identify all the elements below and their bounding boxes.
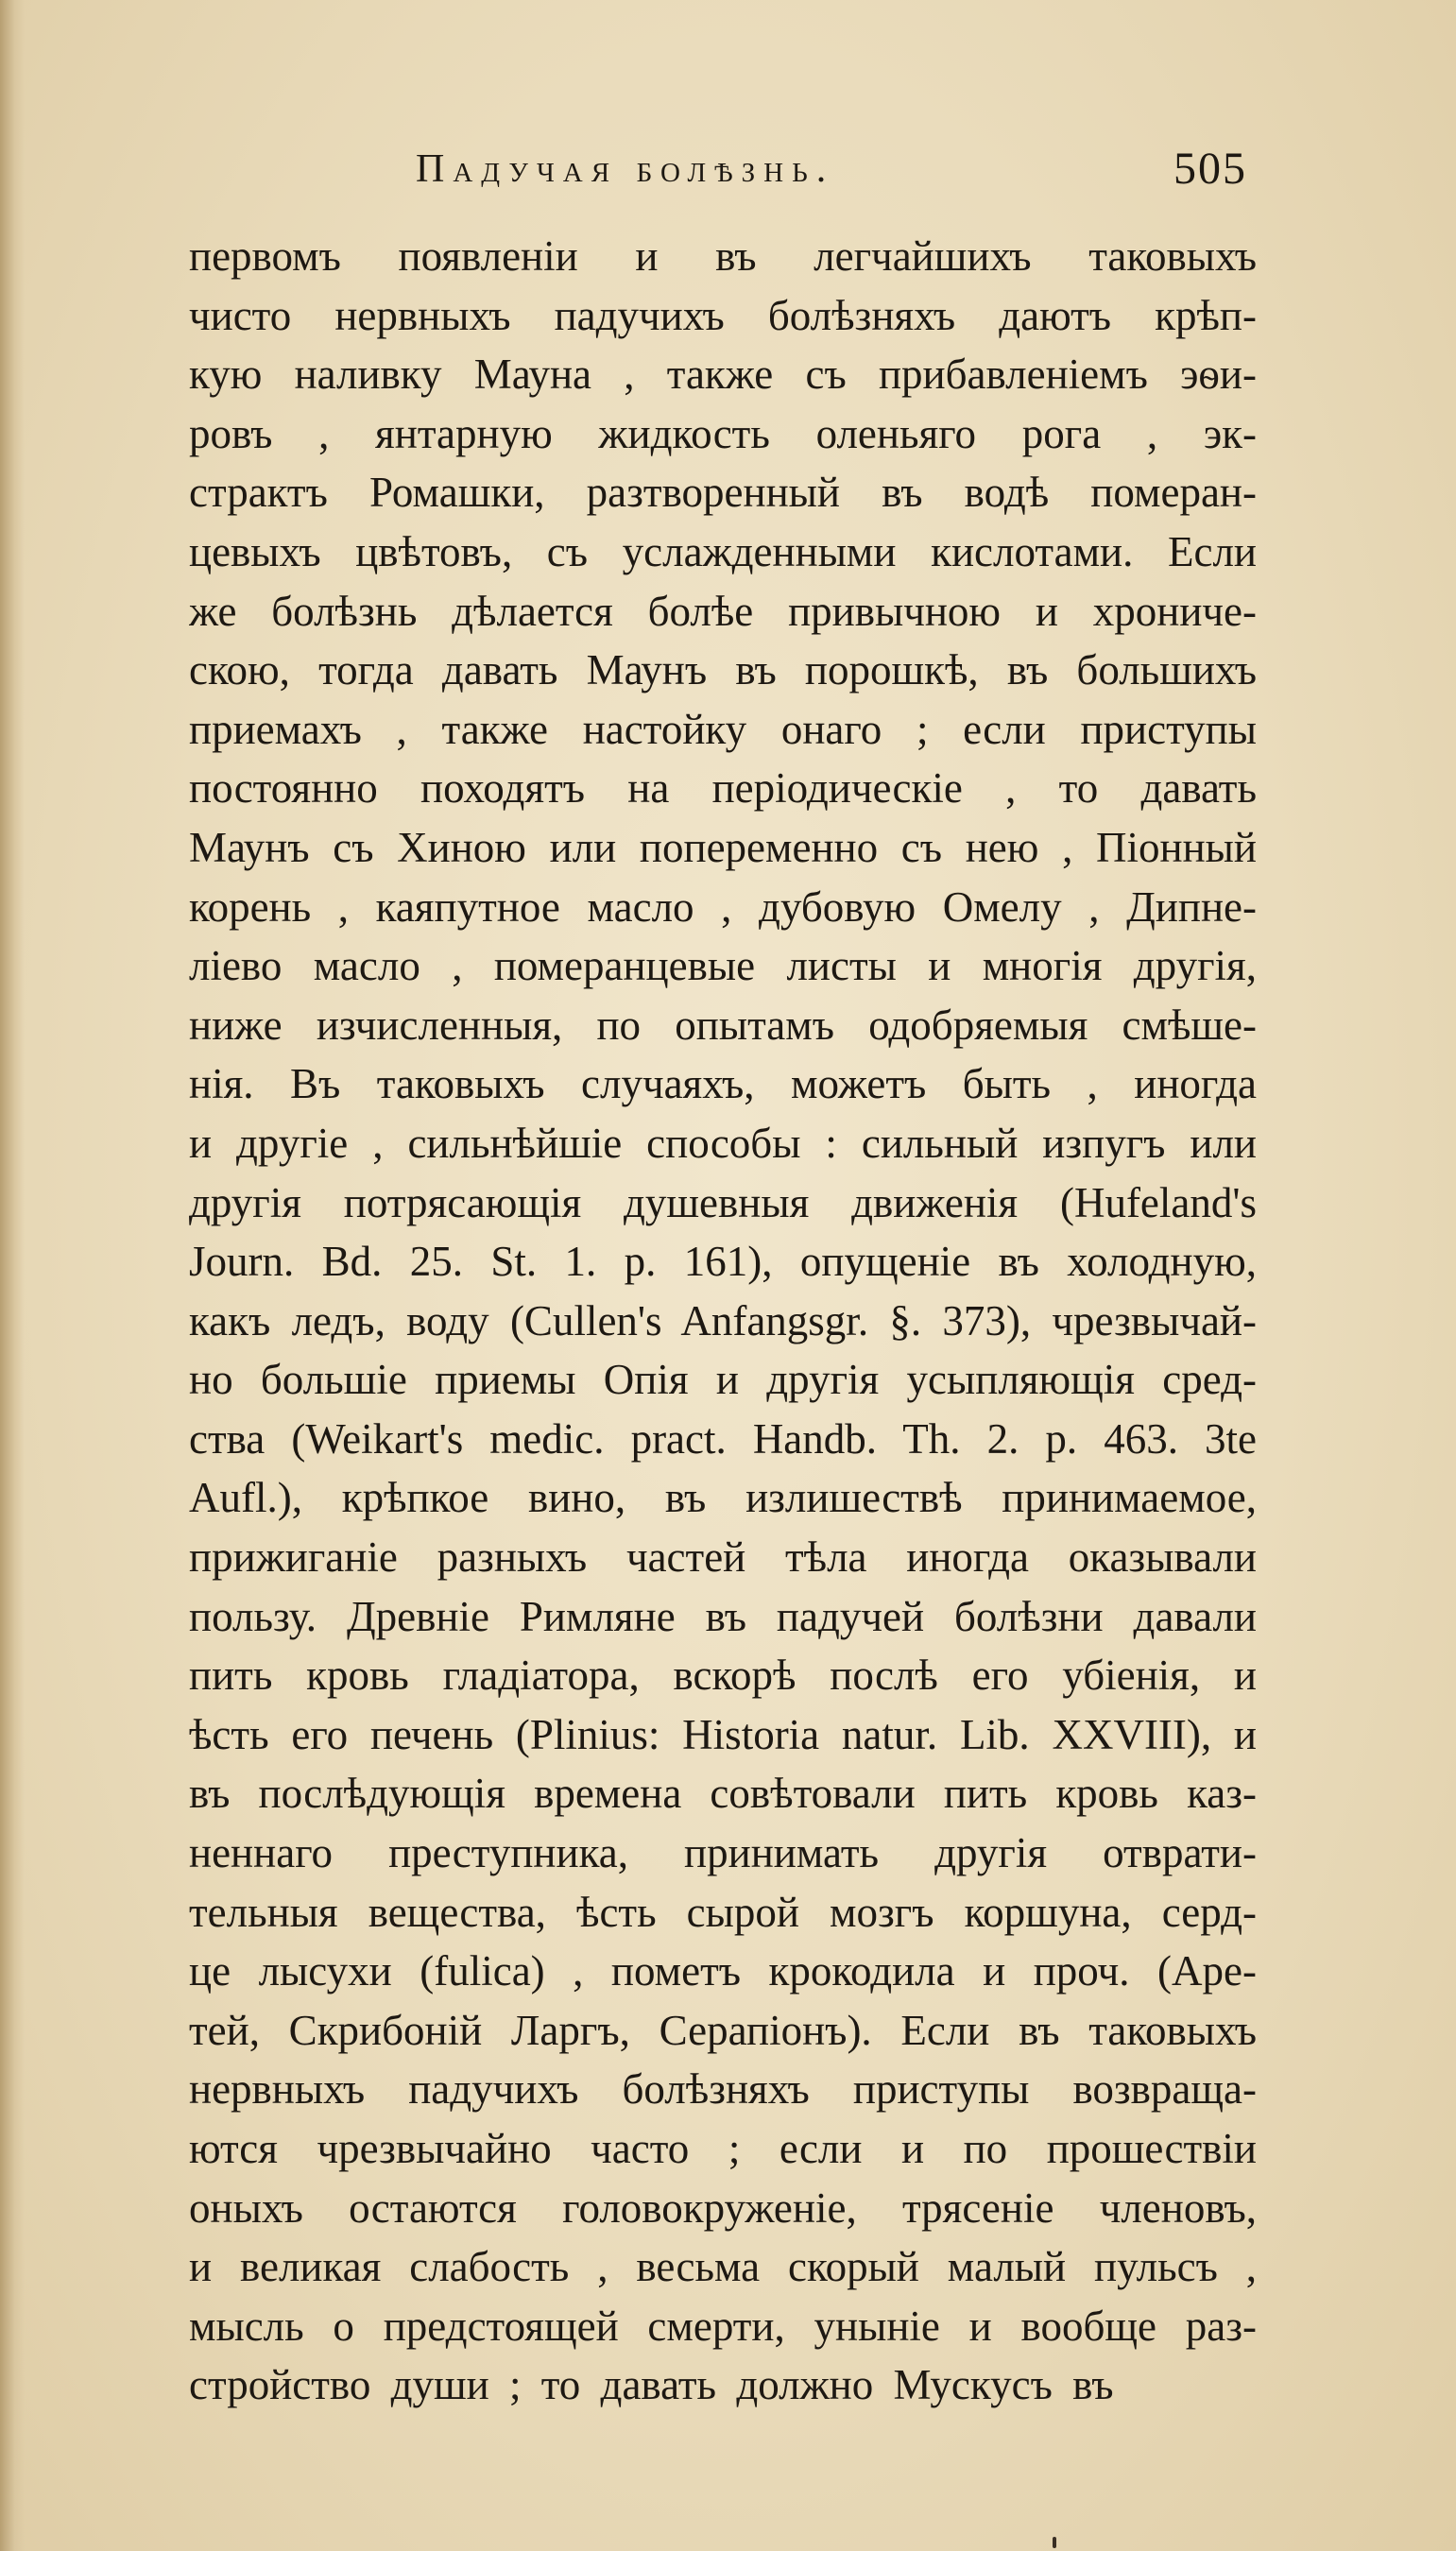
text-line: ѣсть его печень (Plinius: Historia natur. Lib. XXVIII), и [189, 1710, 1257, 1758]
text-line: Aufl.), крѣпкое вино, въ излишествѣ принимаемое, [189, 1474, 1257, 1522]
text-line: це лысухи (fulica) , пометъ крокодила и проч. (Аре- [189, 1947, 1257, 1995]
text-line: тей, Скрибоній Ларгъ, Серапіонъ). Если въ таковыхъ [189, 2006, 1257, 2054]
text-line: страктъ Ромашки, разтворенный въ водѣ померан- [189, 469, 1257, 517]
text-line: но большіе приемы Опія и другія усыпляющія сред- [189, 1356, 1257, 1404]
text-line: нервныхъ падучихъ болѣзняхъ приступы возвраща- [189, 2065, 1257, 2114]
text-line: въ послѣдующія времена совѣтовали пить кровь каз- [189, 1770, 1257, 1818]
text-line: Journ. Bd. 25. St. 1. p. 161), опущеніе въ холодную, [189, 1238, 1257, 1286]
body-text [189, 227, 1257, 2415]
text-line: кую наливку Мауна , также съ прибавленіемъ эѳи- [189, 351, 1257, 399]
text-line: цевыхъ цвѣтовъ, съ услажденными кислотами. Если [189, 527, 1257, 575]
text-line: мысль о предстоящей смерти, уныніе и вообще раз- [189, 2302, 1257, 2350]
print-mark [1053, 2537, 1056, 2548]
text-line: неннаго преступника, принимать другія отврати- [189, 1829, 1257, 1877]
text-line: ниже изчисленныя, по опытамъ одобряемыя смѣше- [189, 1001, 1257, 1049]
page-number: 505 [1173, 144, 1247, 194]
page-header [189, 146, 1247, 203]
text-line: пить кровь гладіатора, вскорѣ послѣ его убіенія, и [189, 1652, 1257, 1700]
text-line: другія потрясающія душевныя движенія (Hufeland's [189, 1178, 1257, 1226]
text-line: оныхъ остаются головокруженіе, трясеніе членовъ, [189, 2183, 1257, 2232]
running-title: Падучая болѣзнь. [416, 147, 835, 191]
text-line: первомъ появленіи и въ легчайшихъ таковыхъ [189, 232, 1257, 280]
text-line: скою, тогда давать Маунъ въ порошкѣ, въ большихъ [189, 646, 1257, 694]
text-line: ліево масло , померанцевые листы и многія другія, [189, 942, 1257, 990]
text-line: стройство души ; то давать должно Мускусъ въ [189, 2361, 1114, 2409]
page-gutter-shadow [0, 0, 25, 2551]
text-line: и другіе , сильнѣйшіе способы : сильный изпугъ или [189, 1119, 1257, 1167]
text-line: корень , каяпутное масло , дубовую Омелу , Дипне- [189, 882, 1257, 931]
text-line: постоянно походятъ на періодическіе , то давать [189, 764, 1257, 813]
text-line: приемахъ , также настойку онаго ; если приступы [189, 705, 1257, 753]
text-line: и великая слабость , весьма скорый малый пульсъ , [189, 2243, 1257, 2291]
text-line: ровъ , янтарную жидкость оленьяго рога , эк- [189, 409, 1257, 457]
text-line: нія. Въ таковыхъ случаяхъ, можетъ быть , иногда [189, 1060, 1257, 1108]
text-line: Маунъ съ Хиною или попеременно съ нею , Піонный [189, 823, 1257, 871]
text-line: чисто нервныхъ падучихъ болѣзняхъ даютъ крѣп- [189, 291, 1257, 339]
text-line: тельныя вещества, ѣсть сырой мозгъ коршуна, серд- [189, 1888, 1257, 1936]
text-line: прижиганіе разныхъ частей тѣла иногда оказывали [189, 1533, 1257, 1582]
text-line: ются чрезвычайно часто ; если и по прошествіи [189, 2125, 1257, 2172]
text-line: же болѣзнь дѣлается болѣе привычною и хрониче- [189, 587, 1257, 635]
text-line: какъ ледъ, воду (Cullen's Anfangsgr. §. 373), чрезвычай- [189, 1296, 1257, 1344]
text-line: ства (Weikart's medic. pract. Handb. Th. 2. p. 463. 3te [189, 1414, 1257, 1463]
text-line: пользу. Древніе Римляне въ падучей болѣзни давали [189, 1592, 1257, 1640]
